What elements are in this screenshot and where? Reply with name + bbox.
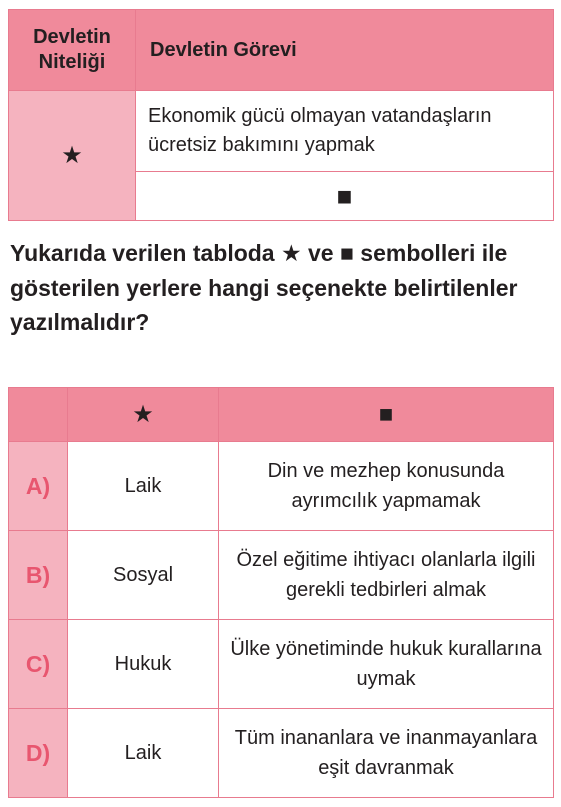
option-square-value: Din ve mezhep konusunda ayrımcılık yapmamak — [219, 442, 554, 531]
option-row-c[interactable] — [9, 620, 554, 709]
option-square-value: Ülke yönetiminde hukuk kurallarına uymak — [219, 620, 554, 709]
option-row-d[interactable] — [9, 709, 554, 798]
top-row-1 — [9, 91, 554, 172]
option-letter[interactable]: C) — [9, 620, 68, 709]
star-cell — [9, 91, 136, 221]
square-cell — [136, 172, 554, 221]
option-star-value: Hukuk — [68, 620, 219, 709]
question-part-2: ve — [301, 240, 340, 266]
options-header-square — [219, 388, 554, 442]
option-square-value: Özel eğitime ihtiyacı olanlarla ilgili gerekli tedbirleri almak — [219, 531, 554, 620]
star-icon: ★ — [281, 240, 302, 266]
question-text — [10, 236, 555, 340]
star-icon: ★ — [61, 142, 83, 169]
star-icon: ★ — [132, 401, 154, 428]
options-table — [8, 387, 554, 798]
options-header-corner — [9, 388, 68, 442]
square-icon: ■ — [336, 180, 353, 211]
question-part-1: Yukarıda verilen tabloda — [10, 240, 281, 266]
header-devletin-gorevi: Devletin Görevi — [136, 10, 554, 91]
top-header-row — [9, 10, 554, 91]
option-row-a[interactable] — [9, 442, 554, 531]
options-header-row — [9, 388, 554, 442]
option-letter[interactable]: A) — [9, 442, 68, 531]
option-star-value: Laik — [68, 442, 219, 531]
option-letter[interactable]: D) — [9, 709, 68, 798]
option-row-b[interactable] — [9, 531, 554, 620]
square-icon: ■ — [378, 400, 394, 428]
option-square-value: Tüm inananlara ve inanmayanlara eşit davranmak — [219, 709, 554, 798]
gorev-text-cell: Ekonomik gücü olmayan vatandaşların ücretsiz bakımını yapmak — [136, 91, 554, 172]
question-part-3: sembolleri ile gösterilen yerlere hangi seçenekte belirtilenler yazılmalıdır? — [10, 240, 518, 335]
header-devletin-niteligi: Devletin Niteliği — [9, 10, 136, 91]
option-star-value: Laik — [68, 709, 219, 798]
options-header-star — [68, 388, 219, 442]
square-icon: ■ — [340, 240, 354, 266]
option-letter[interactable]: B) — [9, 531, 68, 620]
option-star-value: Sosyal — [68, 531, 219, 620]
top-table — [8, 9, 554, 221]
